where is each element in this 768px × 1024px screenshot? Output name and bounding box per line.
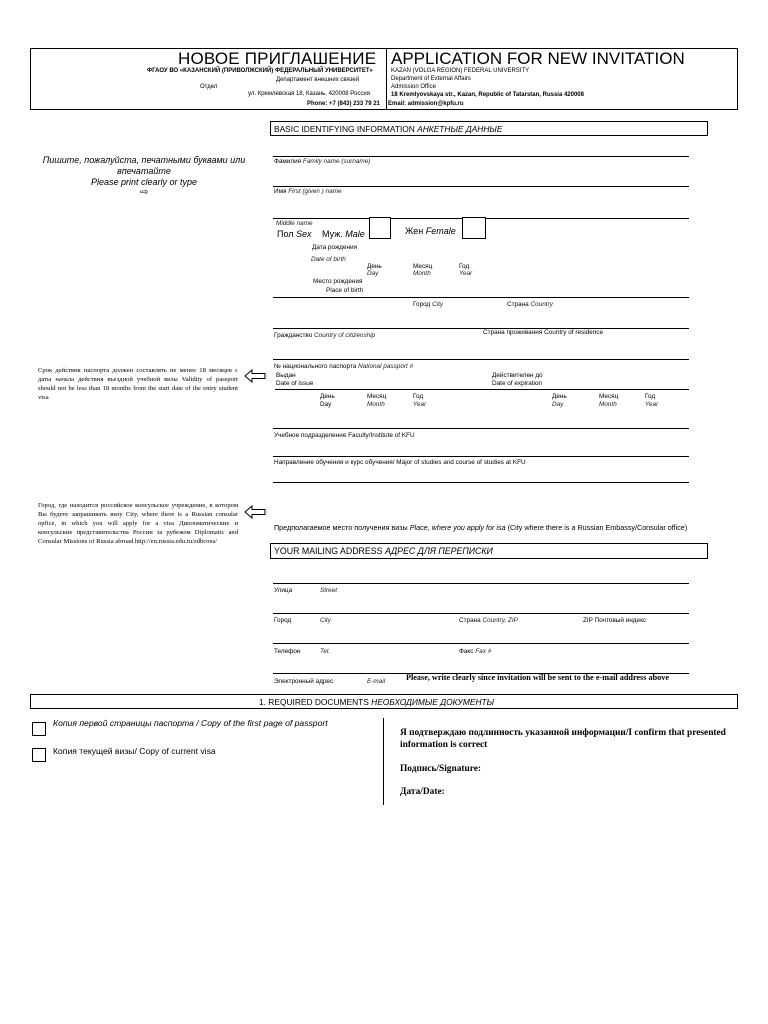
docs-divider — [383, 718, 384, 805]
signature-label: Подпись/Signature: — [400, 764, 481, 774]
dob-day-label-en: Day — [367, 270, 379, 277]
issue-year-label-ru: Год — [413, 393, 424, 400]
faculty-field[interactable] — [273, 428, 689, 429]
visa-copy-label: Копия текущей визы/ Copy of current visa — [53, 746, 216, 756]
family-name-field[interactable] — [273, 156, 689, 157]
valid-label-ru: Действителен до — [492, 372, 543, 379]
dob-year-label-ru: Год — [459, 263, 470, 270]
passport-field[interactable] — [273, 359, 689, 360]
exp-year-label-ru: Год — [645, 393, 656, 400]
office-ru: Отдел — [200, 84, 218, 90]
exp-day-label-ru: День — [552, 393, 567, 400]
address-ru: ул. Кремлевская 18, Казань, 420008 Россия — [248, 91, 370, 97]
city-country-field[interactable] — [273, 613, 689, 614]
print-note-en: Please print clearly or type — [90, 177, 198, 187]
mailing-heading: YOUR MAILING ADDRESS АДРЕС ДЛЯ ПЕРЕПИСКИ — [274, 546, 493, 556]
street-field[interactable] — [273, 583, 689, 584]
title-ru: НОВОЕ ПРИГЛАШЕНИЕ — [178, 49, 377, 68]
passport-label: № национального паспорта National passport # — [274, 363, 414, 370]
dob-day-label-ru: День — [367, 263, 382, 270]
residence-label: Страна проживания Country of residence — [483, 329, 604, 336]
major-field-2[interactable] — [273, 482, 689, 483]
male-label: Муж. Male — [322, 229, 365, 239]
dob-month-label-ru: Месяц — [413, 263, 433, 270]
docs-heading: 1. REQUIRED DOCUMENTS НЕОБХОДИМЫЕ ДОКУМЕНТЫ — [259, 697, 495, 707]
print-note-ru: Пишите, пожалуйста, печатными буквами или впечатайте — [42, 155, 246, 177]
mail-city-label-en: City — [320, 617, 332, 624]
email-note: Please, write clearly since invitation will be sent to the e-mail address above — [406, 673, 669, 682]
email: Email: admission@kpfu.ru — [388, 101, 464, 107]
major-label: Направление обучения и курс обучения/ Major of studies and course of studies at KFU — [274, 459, 526, 466]
dept-en: Department of External Affairs — [391, 76, 471, 82]
family-name-label: Фамилия Family name (surname) — [274, 158, 371, 165]
passport-copy-checkbox[interactable] — [32, 722, 46, 736]
pob-field[interactable] — [273, 297, 689, 298]
dob-label-ru: Дата рождения — [312, 244, 358, 251]
issue-year-label-en: Year — [413, 401, 427, 408]
issue-month-label-ru: Месяц — [367, 393, 387, 400]
female-label: Жен Female — [405, 226, 456, 236]
passport-copy-label: Копия первой страницы паспорта / Copy of the first page of passport — [53, 718, 328, 728]
dept-ru: Департамент внешних связей — [276, 77, 360, 83]
univ-ru: ФГАОУ ВО «КАЗАНСКИЙ (ПРИВОЛЖСКИЙ) ФЕДЕРАЛЬНЫЙ УНИВЕРСИТЕТ» — [147, 68, 373, 74]
address-en: 18 Kremlyovskaya str., Kazan, Republic of Tatarstan, Russia 420008 — [391, 92, 584, 98]
left-arrow-icon — [244, 505, 266, 519]
first-name-field[interactable] — [273, 186, 689, 187]
valid-label-en: Date of expiration — [492, 380, 543, 387]
fax-label: Факс Fax # — [459, 648, 492, 655]
pob-label-en: Place of birth — [326, 287, 364, 294]
faculty-label: Учебное подразделение Faculty/Institute of KFU — [274, 432, 415, 439]
title-en: APPLICATION FOR NEW INVITATION — [391, 49, 685, 68]
issued-label-ru: Выдан — [276, 372, 296, 379]
passport-dates-field[interactable] — [275, 389, 689, 390]
dob-label-en: Date of birth — [311, 256, 346, 263]
pob-country-label: Страна Country — [507, 301, 553, 308]
passport-note: Срок действия паспорта должен составлять не менее 18 месяцев с даты начала действия въездной учебной визы Validity of passport should not be less than 18 months from the start date of the entry student visa — [38, 367, 238, 402]
univ-en: KAZAN (VOLGA REGION) FEDERAL UNIVERSITY — [391, 68, 530, 74]
phone-label-en: Tel. — [320, 648, 331, 655]
issue-day-label-en: Day — [320, 401, 332, 408]
male-checkbox[interactable] — [369, 217, 391, 239]
phone-label-ru: Телефон — [274, 648, 301, 655]
email-label-en: E-mail — [367, 678, 386, 685]
citizenship-field[interactable] — [273, 328, 689, 329]
mail-city-label-ru: Город — [274, 617, 292, 624]
header-divider — [386, 48, 387, 110]
basic-info-heading: BASIC IDENTIFYING INFORMATION АНКЕТНЫЕ ДАННЫЕ — [274, 124, 503, 134]
issue-day-label-ru: День — [320, 393, 335, 400]
mail-country-label: Страна Country, ZIP — [459, 617, 518, 624]
office-en: Admission Office — [391, 84, 436, 90]
middle-name-label: Middle name — [276, 220, 313, 227]
date-label: Дата/Date: — [400, 787, 445, 797]
consulate-note: Город, где находится российское консульское учреждение, в котором Вы будете запрашивать визу City, where there is a Russian consular opfice, in which you will apply for a visa Дипломатические и консульские представительства России за рубежом Diplomatic and Consular Missions of Russia abroad http://en.russia.edu.ru/sdbcons/ — [38, 502, 238, 546]
female-checkbox[interactable] — [462, 217, 486, 239]
confirm-text: Я подтверждаю подлинность указанной информации/I confirm that presented information is correct — [400, 728, 726, 751]
issue-month-label-en: Month — [367, 401, 385, 408]
street-label-ru: Улица — [274, 587, 293, 594]
pob-city-label: Город City — [413, 301, 444, 308]
print-arrow-icon: ⇨ — [140, 187, 149, 198]
street-label-en: Street — [320, 587, 338, 594]
pob-label-ru: Место рождения — [313, 278, 363, 285]
visa-copy-checkbox[interactable] — [32, 748, 46, 762]
phone: Phone: +7 (843) 233 79 21 — [307, 101, 380, 107]
exp-month-label-en: Month — [599, 401, 617, 408]
exp-year-label-en: Year — [645, 401, 659, 408]
zip-label: ZIP Почтовый индекс — [583, 617, 647, 624]
exp-day-label-en: Day — [552, 401, 564, 408]
phone-fax-field[interactable] — [273, 643, 689, 644]
left-arrow-icon — [244, 369, 266, 383]
issued-label-en: Date of issue — [276, 380, 314, 387]
major-field[interactable] — [273, 456, 689, 457]
exp-month-label-ru: Месяц — [599, 393, 619, 400]
sex-label: Пол Sex — [277, 229, 312, 239]
visa-place-label: Предполагаемое место получения визы Place, where you apply for isa (City where there is a Russian Embassy/Consular office) — [274, 523, 688, 532]
first-name-label: Имя First (given ) name — [274, 188, 342, 195]
dob-year-label-en: Year — [459, 270, 473, 277]
citizenship-label: Гражданство Country of citizenship — [274, 332, 376, 339]
dob-month-label-en: Month — [413, 270, 431, 277]
email-label-ru: Электронный адрес — [274, 678, 334, 685]
